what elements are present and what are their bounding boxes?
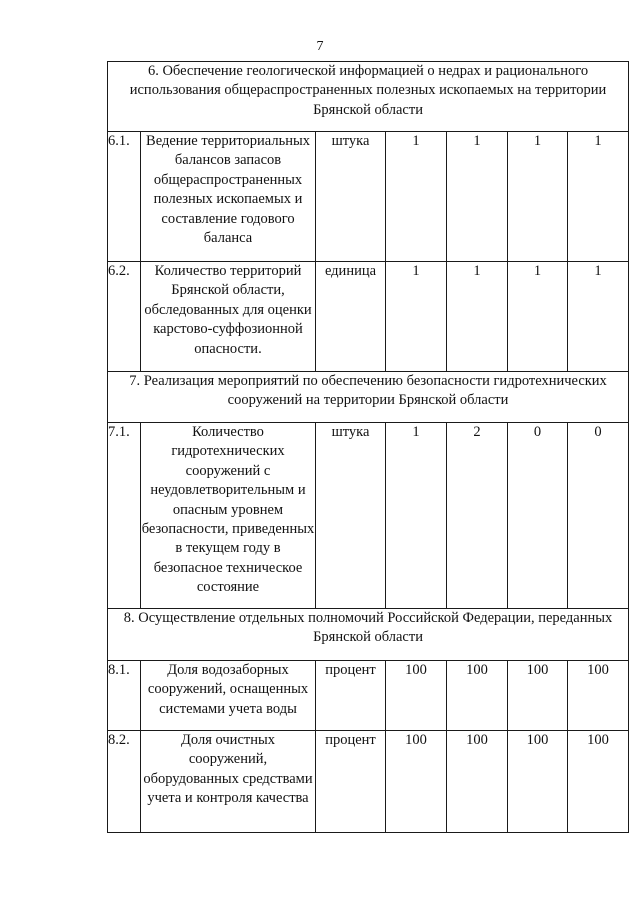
row-number: 6.2.: [108, 262, 141, 372]
indicator-name: Доля очистных сооружений, оборудованных средствами учета и контроля качества: [141, 731, 316, 833]
value-cell: 1: [447, 132, 508, 262]
section-title: 8. Осуществление отдельных полномочий Российской Федерации, переданных Брянской области: [108, 609, 629, 661]
value-cell: 100: [568, 731, 629, 833]
value-cell: 100: [568, 661, 629, 731]
row-number: 8.2.: [108, 731, 141, 833]
value-cell: 0: [568, 423, 629, 609]
section-header-row: [108, 372, 629, 423]
section-header-row: [108, 609, 629, 661]
value-cell: 1: [508, 132, 568, 262]
value-cell: 100: [447, 661, 508, 731]
row-number: 7.1.: [108, 423, 141, 609]
table-row: [108, 423, 629, 609]
table-row: [108, 661, 629, 731]
unit-cell: процент: [316, 661, 386, 731]
indicator-name: Ведение территориальных балансов запасов общераспространенных полезных ископаемых и составление годового баланса: [141, 132, 316, 262]
page-number: 7: [316, 39, 324, 54]
value-cell: 1: [568, 262, 629, 372]
table-row: [108, 132, 629, 262]
indicator-name: Доля водозаборных сооружений, оснащенных системами учета воды: [141, 661, 316, 731]
value-cell: 1: [447, 262, 508, 372]
value-cell: 1: [568, 132, 629, 262]
table-row: [108, 262, 629, 372]
unit-cell: единица: [316, 262, 386, 372]
table-row: [108, 731, 629, 833]
value-cell: 100: [386, 661, 447, 731]
value-cell: 1: [386, 423, 447, 609]
row-number: 8.1.: [108, 661, 141, 731]
value-cell: 0: [508, 423, 568, 609]
unit-cell: штука: [316, 423, 386, 609]
value-cell: 100: [386, 731, 447, 833]
row-number: 6.1.: [108, 132, 141, 262]
indicator-name: Количество гидротехнических сооружений с неудовлетворительным и опасным уровнем безопасности, приведенных в текущем году в безопасное техническое состояние: [141, 423, 316, 609]
value-cell: 100: [447, 731, 508, 833]
value-cell: 1: [386, 132, 447, 262]
value-cell: 2: [447, 423, 508, 609]
section-title: 7. Реализация мероприятий по обеспечению безопасности гидротехнических сооружений на территории Брянской области: [108, 372, 629, 423]
value-cell: 1: [508, 262, 568, 372]
indicators-table: [107, 61, 629, 833]
section-title: 6. Обеспечение геологической информацией о недрах и рационального использования общераспространенных полезных ископаемых на территории Брянской области: [108, 62, 629, 132]
value-cell: 100: [508, 731, 568, 833]
indicator-name: Количество территорий Брянской области, обследованных для оценки карстово-суффозионной опасности.: [141, 262, 316, 372]
unit-cell: процент: [316, 731, 386, 833]
unit-cell: штука: [316, 132, 386, 262]
section-header-row: [108, 62, 629, 132]
value-cell: 100: [508, 661, 568, 731]
value-cell: 1: [386, 262, 447, 372]
